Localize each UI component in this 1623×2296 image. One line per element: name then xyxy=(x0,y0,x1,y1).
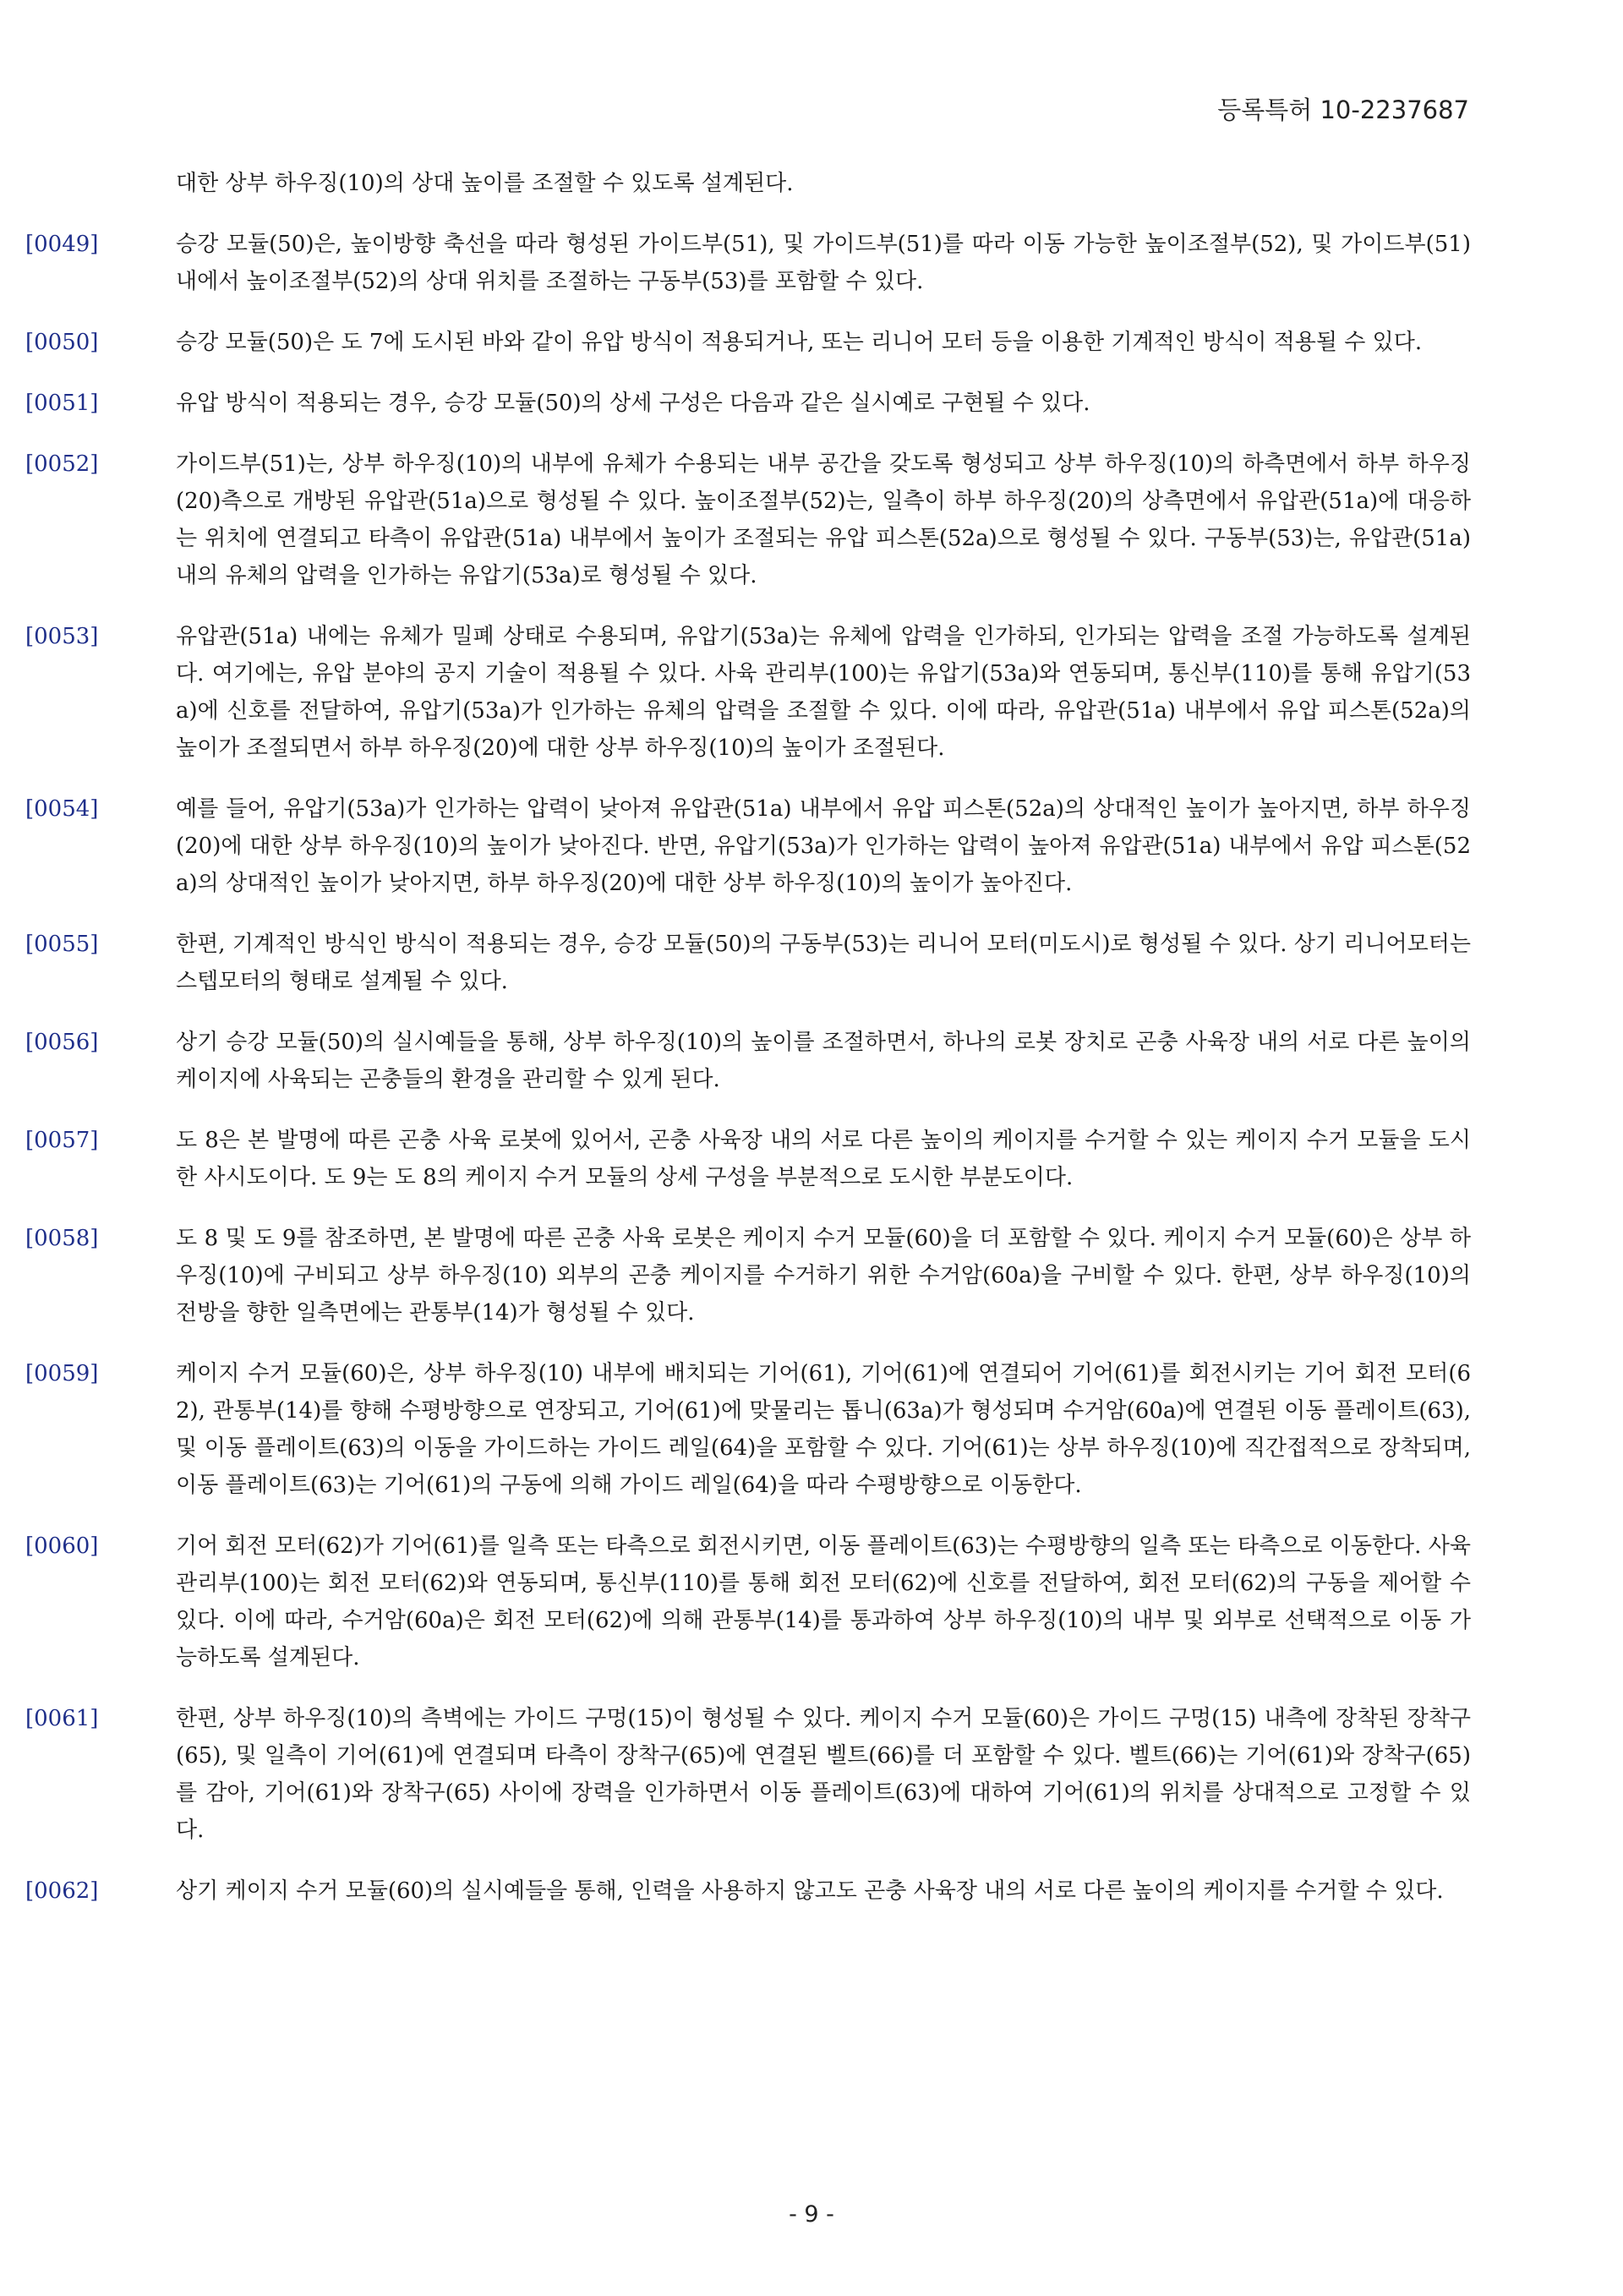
paragraph-text: 대한 상부 하우징(10)의 상대 높이를 조절할 수 있도록 설계된다. xyxy=(176,171,794,196)
paragraph-number: [0056] xyxy=(25,1030,99,1055)
paragraph-number: [0058] xyxy=(25,1226,99,1251)
paragraph-text: 유압관(51a) 내에는 유체가 밀폐 상태로 수용되며, 유압기(53a)는 유체에 압력을 인가하되, 인가되는 압력을 조절 가능하도록 설계된다. 여기에는, 유압 분야의 공지 기술이 적용될 수 있다. 사육 관리부(100)는 유압기(53a)와 연동되며, 통신부(110)를 통해 유압기(53a)에 신호를 전달하여, 유압기(53a)가 인가하는 유체의 압력을 조절할 수 있다. 이에 따라, 유압관(51a) 내부에서 유압 피스톤(52a)의 높이가 조절되면서 하부 하우징(20)에 대한 상부 하우징(10)의 높이가 조절된다. xyxy=(176,624,1471,761)
paragraph-0058 xyxy=(0,1220,1623,1331)
document-body xyxy=(0,165,1623,1933)
paragraph-number: [0062] xyxy=(25,1878,99,1904)
paragraph-text: 예를 들어, 유압기(53a)가 인가하는 압력이 낮아져 유압관(51a) 내부에서 유압 피스톤(52a)의 상대적인 높이가 높아지면, 하부 하우징(20)에 대한 상부 하우징(10)의 높이가 낮아진다. 반면, 유압기(53a)가 인가하는 압력이 높아져 유압관(51a) 내부에서 유압 피스톤(52a)의 상대적인 높이가 낮아지면, 하부 하우징(20)에 대한 상부 하우징(10)의 높이가 높아진다. xyxy=(176,796,1471,896)
paragraph-number: [0051] xyxy=(25,391,99,416)
paragraph-number: [0057] xyxy=(25,1128,99,1153)
paragraph-text: 가이드부(51)는, 상부 하우징(10)의 내부에 유체가 수용되는 내부 공간을 갖도록 형성되고 상부 하우징(10)의 하측면에서 하부 하우징(20)측으로 개방된 유압관(51a)으로 형성될 수 있다. 높이조절부(52)는, 일측이 하부 하우징(20)의 상측면에서 유압관(51a)에 대응하는 위치에 연결되고 타측이 유압관(51a) 내부에서 높이가 조절되는 유압 피스톤(52a)으로 형성될 수 있다. 구동부(53)는, 유압관(51a) 내의 유체의 압력을 인가하는 유압기(53a)로 형성될 수 있다. xyxy=(176,451,1471,588)
paragraph-0055 xyxy=(0,926,1623,1000)
paragraph-number: [0053] xyxy=(25,624,99,649)
patent-number: 등록특허 10-2237687 xyxy=(1217,96,1469,124)
paragraph-number: [0050] xyxy=(25,330,99,355)
paragraph-number: [0054] xyxy=(25,796,99,822)
paragraph-0053 xyxy=(0,618,1623,767)
paragraph-text: 도 8은 본 발명에 따른 곤충 사육 로봇에 있어서, 곤충 사육장 내의 서로 다른 높이의 케이지를 수거할 수 있는 케이지 수거 모듈을 도시한 사시도이다. 도 9는 도 8의 케이지 수거 모듈의 상세 구성을 부분적으로 도시한 부분도이다. xyxy=(176,1128,1471,1190)
paragraph-number: [0055] xyxy=(25,932,99,957)
paragraph-0054 xyxy=(0,790,1623,902)
paragraph-number: [0061] xyxy=(25,1706,99,1731)
paragraph-text: 승강 모듈(50)은 도 7에 도시된 바와 같이 유압 방식이 적용되거나, 또는 리니어 모터 등을 이용한 기계적인 방식이 적용될 수 있다. xyxy=(176,330,1423,355)
paragraph-number: [0049] xyxy=(25,232,99,257)
paragraph-number: [0052] xyxy=(25,451,99,477)
paragraph-0050 xyxy=(0,324,1623,361)
paragraph-0057 xyxy=(0,1122,1623,1196)
paragraph-text: 상기 케이지 수거 모듈(60)의 실시예들을 통해, 인력을 사용하지 않고도 곤충 사육장 내의 서로 다른 높이의 케이지를 수거할 수 있다. xyxy=(176,1878,1444,1904)
paragraph-number: [0059] xyxy=(25,1361,99,1386)
paragraph-text: 승강 모듈(50)은, 높이방향 축선을 따라 형성된 가이드부(51), 및 가이드부(51)를 따라 이동 가능한 높이조절부(52), 및 가이드부(51) 내에서 높이조절부(52)의 상대 위치를 조절하는 구동부(53)를 포함할 수 있다. xyxy=(176,232,1471,294)
paragraph-text: 유압 방식이 적용되는 경우, 승강 모듈(50)의 상세 구성은 다음과 같은 실시예로 구현될 수 있다. xyxy=(176,391,1090,416)
paragraph-0062 xyxy=(0,1872,1623,1910)
paragraph-text: 기어 회전 모터(62)가 기어(61)를 일측 또는 타측으로 회전시키면, 이동 플레이트(63)는 수평방향의 일측 또는 타측으로 이동한다. 사육 관리부(100)는 회전 모터(62)와 연동되며, 통신부(110)를 통해 회전 모터(62)에 신호를 전달하여, 회전 모터(62)의 구동을 제어할 수 있다. 이에 따라, 수거암(60a)은 회전 모터(62)에 의해 관통부(14)를 통과하여 상부 하우징(10)의 내부 및 외부로 선택적으로 이동 가능하도록 설계된다. xyxy=(176,1533,1471,1670)
paragraph-text: 한편, 기계적인 방식인 방식이 적용되는 경우, 승강 모듈(50)의 구동부(53)는 리니어 모터(미도시)로 형성될 수 있다. 상기 리니어모터는 스텝모터의 형태로 설계될 수 있다. xyxy=(176,932,1471,994)
paragraph-0052 xyxy=(0,446,1623,594)
paragraph-text: 상기 승강 모듈(50)의 실시예들을 통해, 상부 하우징(10)의 높이를 조절하면서, 하나의 로봇 장치로 곤충 사육장 내의 서로 다른 높이의 케이지에 사육되는 곤충들의 환경을 관리할 수 있게 된다. xyxy=(176,1030,1471,1092)
paragraph-text: 한편, 상부 하우징(10)의 측벽에는 가이드 구멍(15)이 형성될 수 있다. 케이지 수거 모듈(60)은 가이드 구멍(15) 내측에 장착된 장착구(65), 및 일측이 기어(61)에 연결되며 타측이 장착구(65)에 연결된 벨트(66)를 더 포함할 수 있다. 벨트(66)는 기어(61)와 장착구(65)를 감아, 기어(61)와 장착구(65) 사이에 장력을 인가하면서 이동 플레이트(63)에 대하여 기어(61)의 위치를 상대적으로 고정할 수 있다. xyxy=(176,1706,1471,1843)
paragraph-0060 xyxy=(0,1528,1623,1676)
paragraph-0059 xyxy=(0,1355,1623,1504)
paragraph-0051 xyxy=(0,385,1623,422)
page-number: - 9 - xyxy=(789,2201,834,2228)
paragraph-number: [0060] xyxy=(25,1533,99,1559)
intro-paragraph xyxy=(0,165,1623,202)
paragraph-0061 xyxy=(0,1700,1623,1849)
paragraph-text: 도 8 및 도 9를 참조하면, 본 발명에 따른 곤충 사육 로봇은 케이지 수거 모듈(60)을 더 포함할 수 있다. 케이지 수거 모듈(60)은 상부 하우징(10)에 구비되고 상부 하우징(10) 외부의 곤충 케이지를 수거하기 위한 수거암(60a)을 구비할 수 있다. 한편, 상부 하우징(10)의 전방을 향한 일측면에는 관통부(14)가 형성될 수 있다. xyxy=(176,1226,1471,1326)
paragraph-0049 xyxy=(0,226,1623,300)
paragraph-text: 케이지 수거 모듈(60)은, 상부 하우징(10) 내부에 배치되는 기어(61), 기어(61)에 연결되어 기어(61)를 회전시키는 기어 회전 모터(62), 관통부(14)를 향해 수평방향으로 연장되고, 기어(61)에 맞물리는 톱니(63a)가 형성되며 수거암(60a)에 연결된 이동 플레이트(63), 및 이동 플레이트(63)의 이동을 가이드하는 가이드 레일(64)을 포함할 수 있다. 기어(61)는 상부 하우징(10)에 직간접적으로 장착되며, 이동 플레이트(63)는 기어(61)의 구동에 의해 가이드 레일(64)을 따라 수평방향으로 이동한다. xyxy=(176,1361,1471,1498)
paragraph-0056 xyxy=(0,1024,1623,1098)
